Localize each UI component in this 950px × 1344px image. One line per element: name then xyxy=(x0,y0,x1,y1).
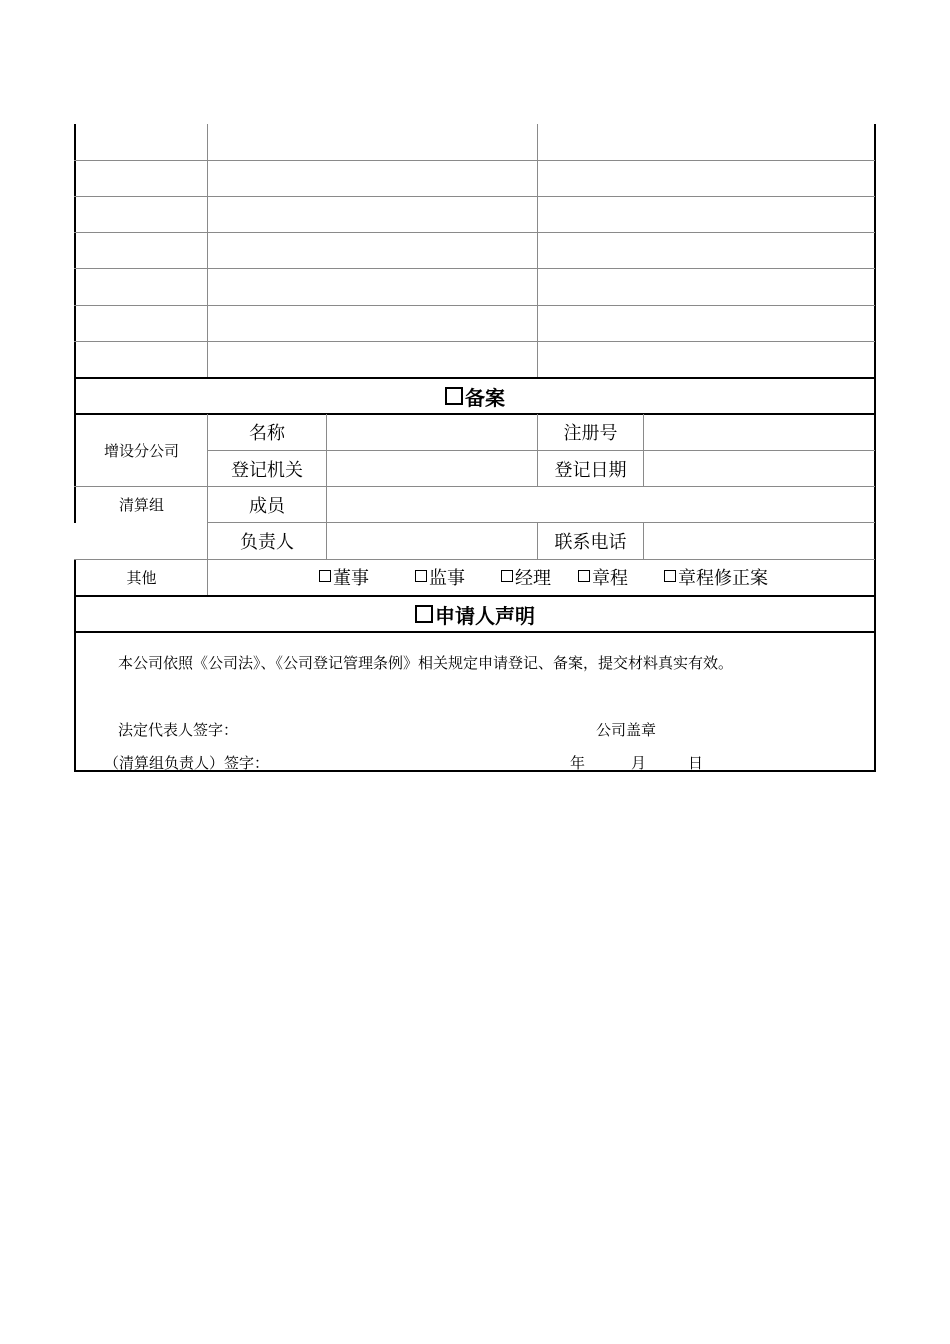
legal-rep-signature-label: 法定代表人签字： xyxy=(118,721,239,739)
name-label: 名称 xyxy=(249,423,285,444)
members-field[interactable] xyxy=(327,487,874,522)
section-filing-title: 备案 xyxy=(465,385,505,410)
section-filing-header xyxy=(76,379,874,413)
checkbox-manager[interactable] xyxy=(501,570,513,582)
leader-field[interactable] xyxy=(327,523,537,559)
reg-date-label: 登记日期 xyxy=(554,459,627,481)
section-declaration-header xyxy=(76,597,874,631)
option-supervisor[interactable]: 监事 xyxy=(415,566,465,588)
checkbox-articles-amendment[interactable] xyxy=(664,570,676,582)
phone-label: 联系电话 xyxy=(554,532,627,553)
company-seal-label: 公司盖章 xyxy=(596,721,657,739)
branch-label: 增设分公司 xyxy=(103,441,179,460)
option-director[interactable]: 董事 xyxy=(319,566,369,588)
section-declaration-title: 申请人声明 xyxy=(435,603,535,628)
other-label: 其他 xyxy=(126,569,157,587)
reg-authority-field[interactable] xyxy=(327,451,537,486)
option-articles-amendment[interactable]: 章程修正案 xyxy=(664,566,768,588)
members-label: 成员 xyxy=(249,495,285,517)
date-day-label: 日 xyxy=(688,754,704,772)
reg-date-field[interactable] xyxy=(644,451,874,486)
option-articles[interactable]: 章程 xyxy=(578,566,628,588)
checkbox-articles[interactable] xyxy=(578,570,590,582)
checkbox-supervisor[interactable] xyxy=(415,570,427,582)
declaration-statement: 本公司依照《公司法》、《公司登记管理条例》相关规定申请登记、备案，提交材料真实有效。 xyxy=(118,654,734,672)
reg-authority-label: 登记机关 xyxy=(231,459,303,481)
liquidation-label: 清算组 xyxy=(118,496,164,514)
checkbox-director[interactable] xyxy=(319,570,331,582)
name-field[interactable] xyxy=(327,414,537,450)
liquidation-signature-label: （清算组负责人）签字： xyxy=(104,754,270,772)
phone-field[interactable] xyxy=(644,523,874,559)
date-year-label: 年 xyxy=(570,754,586,772)
leader-label: 负责人 xyxy=(240,532,294,553)
date-month-label: 月 xyxy=(631,754,647,772)
checkbox-declaration[interactable] xyxy=(415,605,433,623)
reg-no-field[interactable] xyxy=(644,414,874,450)
checkbox-filing[interactable] xyxy=(445,387,463,405)
reg-no-label: 注册号 xyxy=(563,423,618,444)
option-manager[interactable]: 经理 xyxy=(501,566,551,588)
